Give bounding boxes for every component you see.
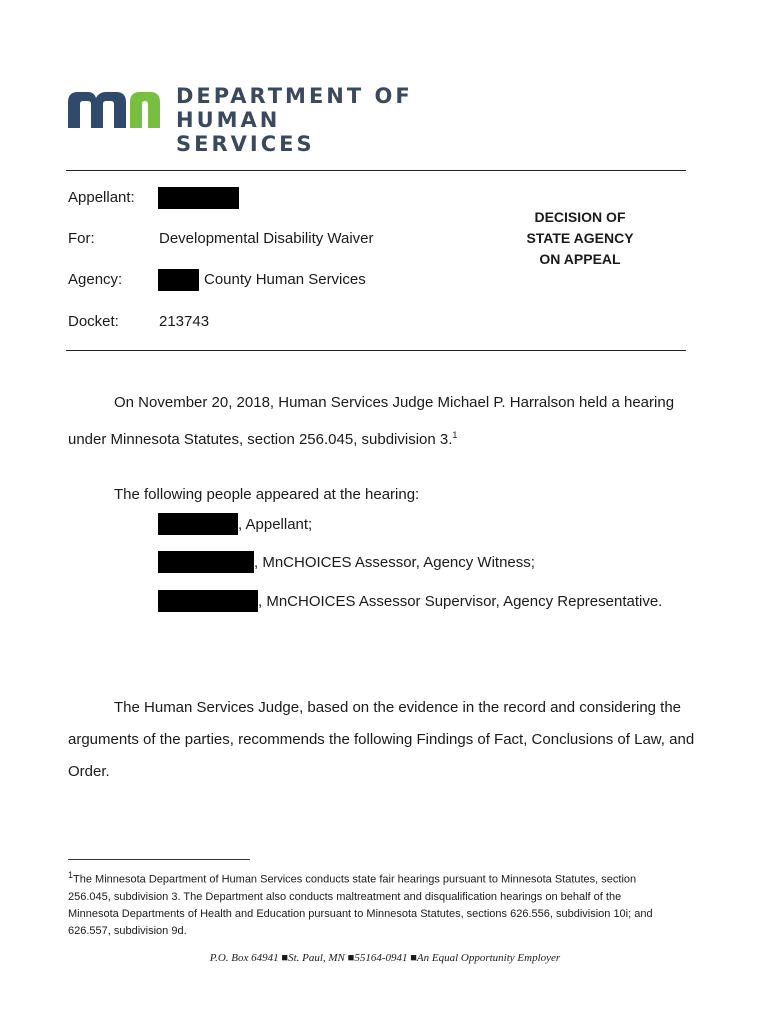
para1-line-1: On November 20, 2018, Human Services Judge Michael P. Harralson held a hearing <box>114 394 675 411</box>
person-3 <box>158 589 662 613</box>
footnote-rule <box>68 859 250 860</box>
person3-role: , MnCHOICES Assessor Supervisor, Agency Representative. <box>258 592 663 610</box>
for-value: Developmental Disability Waiver <box>159 230 374 247</box>
docket-label: Docket: <box>68 313 119 330</box>
footer-employer: An Equal Opportunity Employer <box>416 952 561 964</box>
footnote-line-2: 256.045, subdivision 3. The Department also conducts maltreatment and disqualification hearings on behalf of the <box>68 890 622 903</box>
person1-role: , Appellant; <box>238 515 313 533</box>
top-rule <box>66 170 686 171</box>
bullet-icon: ■ <box>347 952 355 964</box>
person3-redaction <box>158 590 258 612</box>
appellant-label: Appellant: <box>68 189 135 206</box>
footnote-line-4: 626.557, subdivision 9d. <box>68 924 187 937</box>
person2-role: , MnCHOICES Assessor, Agency Witness; <box>254 553 535 571</box>
agency-value: County Human Services <box>204 271 366 288</box>
para2-line-2: arguments of the parties, recommends the following Findings of Fact, Conclusions of Law, and <box>68 731 695 748</box>
person-2 <box>158 550 535 574</box>
footnote-ref: 1 <box>452 430 458 440</box>
bullet-icon: ■ <box>281 952 289 964</box>
footnote-line-1 <box>68 867 708 889</box>
footer-po-box: P.O. Box 64941 <box>209 952 279 964</box>
decision-title-line-3: ON APPEAL <box>539 251 621 267</box>
footnote-line-3: Minnesota Departments of Health and Education pursuant to Minnesota Statutes, sections 626.556, subdivision 10i; and <box>68 907 653 920</box>
page-footer <box>0 952 770 964</box>
agency-redaction <box>158 269 199 291</box>
footer-zip: 55164-0941 <box>354 952 408 964</box>
person1-redaction <box>158 513 238 535</box>
for-label: For: <box>68 230 95 247</box>
dhs-logo <box>66 84 416 156</box>
decision-title-line-1: DECISION OF <box>534 209 626 225</box>
logo-line-2: HUMAN SERVICES <box>176 108 315 156</box>
footer-city: St. Paul, MN <box>288 952 345 964</box>
person-1 <box>158 512 312 536</box>
para2-line-3: Order. <box>68 763 110 780</box>
decision-title <box>500 207 660 270</box>
para1-line-2 <box>68 419 457 456</box>
appellant-redaction <box>158 187 239 209</box>
bullet-icon: ■ <box>410 952 417 964</box>
mn-logo-icon <box>66 86 162 130</box>
logo-line-1: DEPARTMENT OF <box>176 84 413 108</box>
bottom-rule <box>66 350 686 351</box>
decision-title-line-2: STATE AGENCY <box>526 230 634 246</box>
agency-label: Agency: <box>68 271 123 288</box>
footnote <box>68 867 708 940</box>
docket-value: 213743 <box>159 313 210 330</box>
appeared-intro: The following people appeared at the hearing: <box>114 486 420 503</box>
para2-line-1: The Human Services Judge, based on the evidence in the record and considering the <box>114 699 682 716</box>
footnote-number: 1 <box>68 870 74 880</box>
person2-redaction <box>158 551 254 573</box>
para1-line-2-text: under Minnesota Statutes, section 256.045, subdivision 3. <box>68 431 453 448</box>
footnote-text-1: The Minnesota Department of Human Services conducts state fair hearings pursuant to Minnesota Statutes, section <box>73 873 637 886</box>
